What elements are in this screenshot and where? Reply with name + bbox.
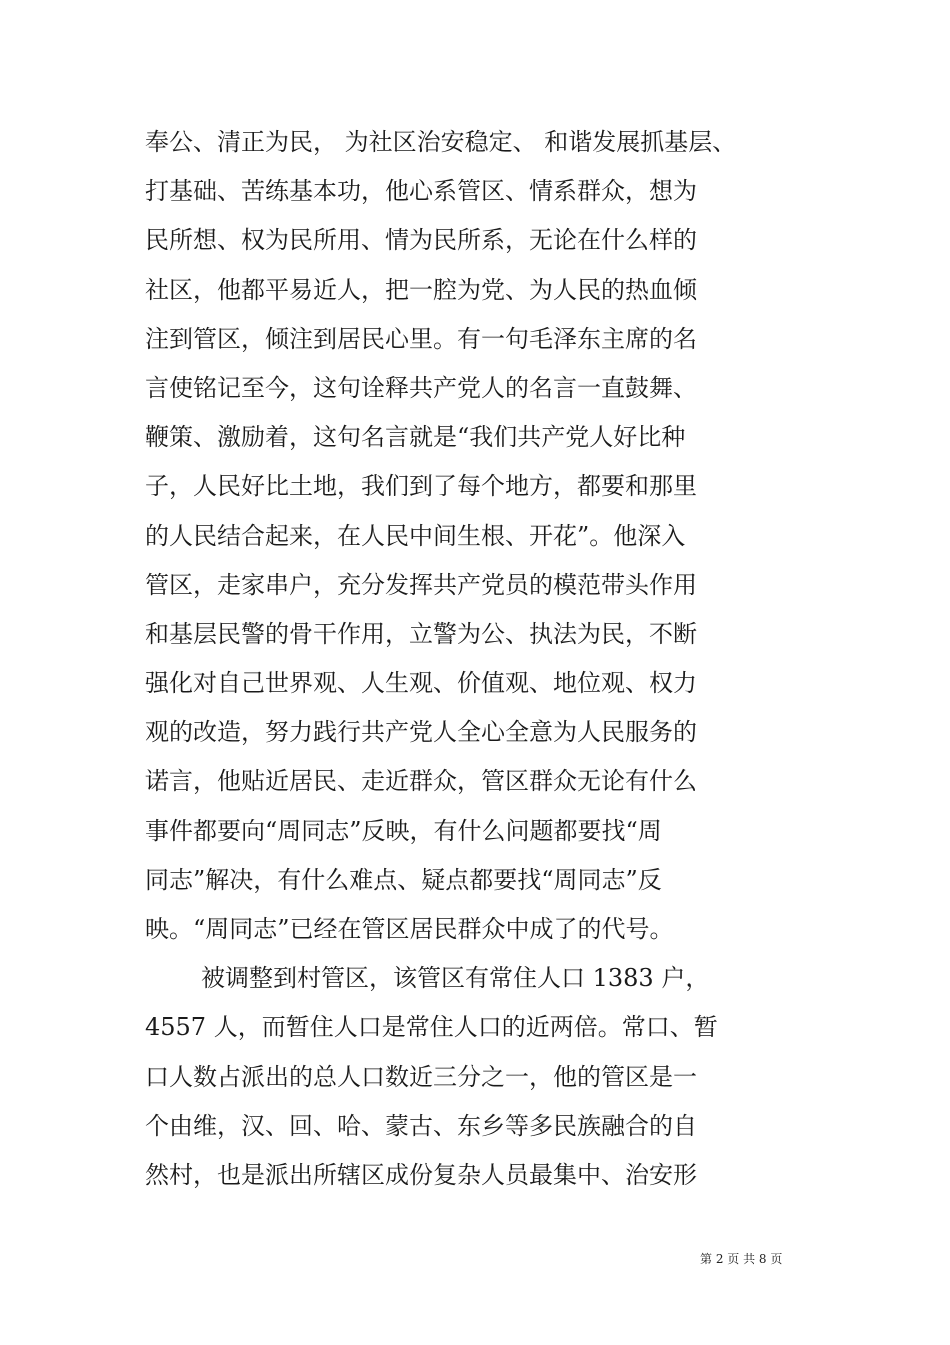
text-line: 映。“周同志”已经在管区居民群众中成了的代号。 bbox=[145, 915, 674, 943]
text-line: 诺言，他贴近居民、走近群众，管区群众无论有什么 bbox=[145, 767, 697, 796]
text-line: 然村，也是派出所辖区成份复杂人员最集中、治安形 bbox=[145, 1160, 697, 1189]
text-line: 奉公、清正为民， 为社区治安稳定、 和谐发展抓基层、 bbox=[145, 128, 737, 156]
text-line: 民所想、权为民所用、情为民所系，无论在什么样的 bbox=[145, 226, 697, 255]
text-line: 口人数占派出的总人口数近三分之一，他的管区是一 bbox=[145, 1062, 697, 1091]
text-line: 同志”解决，有什么难点、疑点都要找“周同志”反 bbox=[145, 865, 662, 894]
text-line: 和基层民警的骨干作用，立警为公、执法为民，不断 bbox=[145, 619, 697, 648]
text-line: 个由维，汉、回、哈、蒙古、东乡等多民族融合的自 bbox=[145, 1111, 697, 1140]
text-line: 强化对自己世界观、人生观、价值观、地位观、权力 bbox=[145, 669, 697, 698]
text-line: 观的改造，努力践行共产党人全心全意为人民服务的 bbox=[145, 718, 697, 747]
text-line: 管区，走家串户，充分发挥共产党员的模范带头作用 bbox=[145, 570, 697, 599]
paragraph-first-line: 被调整到村管区，该管区有常住人口 1383 户， bbox=[201, 964, 710, 993]
text-line: 注到管区，倾注到居民心里。有一句毛泽东主席的名 bbox=[145, 324, 697, 353]
text-line: 子，人民好比土地，我们到了每个地方，都要和那里 bbox=[145, 472, 697, 501]
text-line: 的人民结合起来，在人民中间生根、开花”。他深入 bbox=[145, 521, 686, 550]
body-text bbox=[145, 118, 825, 1200]
text-line: 社区，他都平易近人，把一腔为党、为人民的热血倾 bbox=[145, 275, 697, 304]
text-line: 事件都要向“周同志”反映，有什么问题都要找“周 bbox=[145, 816, 662, 845]
text-line: 打基础、苦练基本功，他心系管区、情系群众，想为 bbox=[145, 177, 697, 206]
text-line: 言使铭记至今，这句诠释共产党人的名言一直鼓舞、 bbox=[145, 373, 697, 402]
text-line: 4557 人，而暂住人口是常住人口的近两倍。常口、暂 bbox=[145, 1013, 718, 1042]
page-footer: 第 2 页 共 8 页 bbox=[700, 1252, 783, 1266]
text-line: 鞭策、激励着，这句名言就是“我们共产党人好比种 bbox=[145, 423, 686, 452]
